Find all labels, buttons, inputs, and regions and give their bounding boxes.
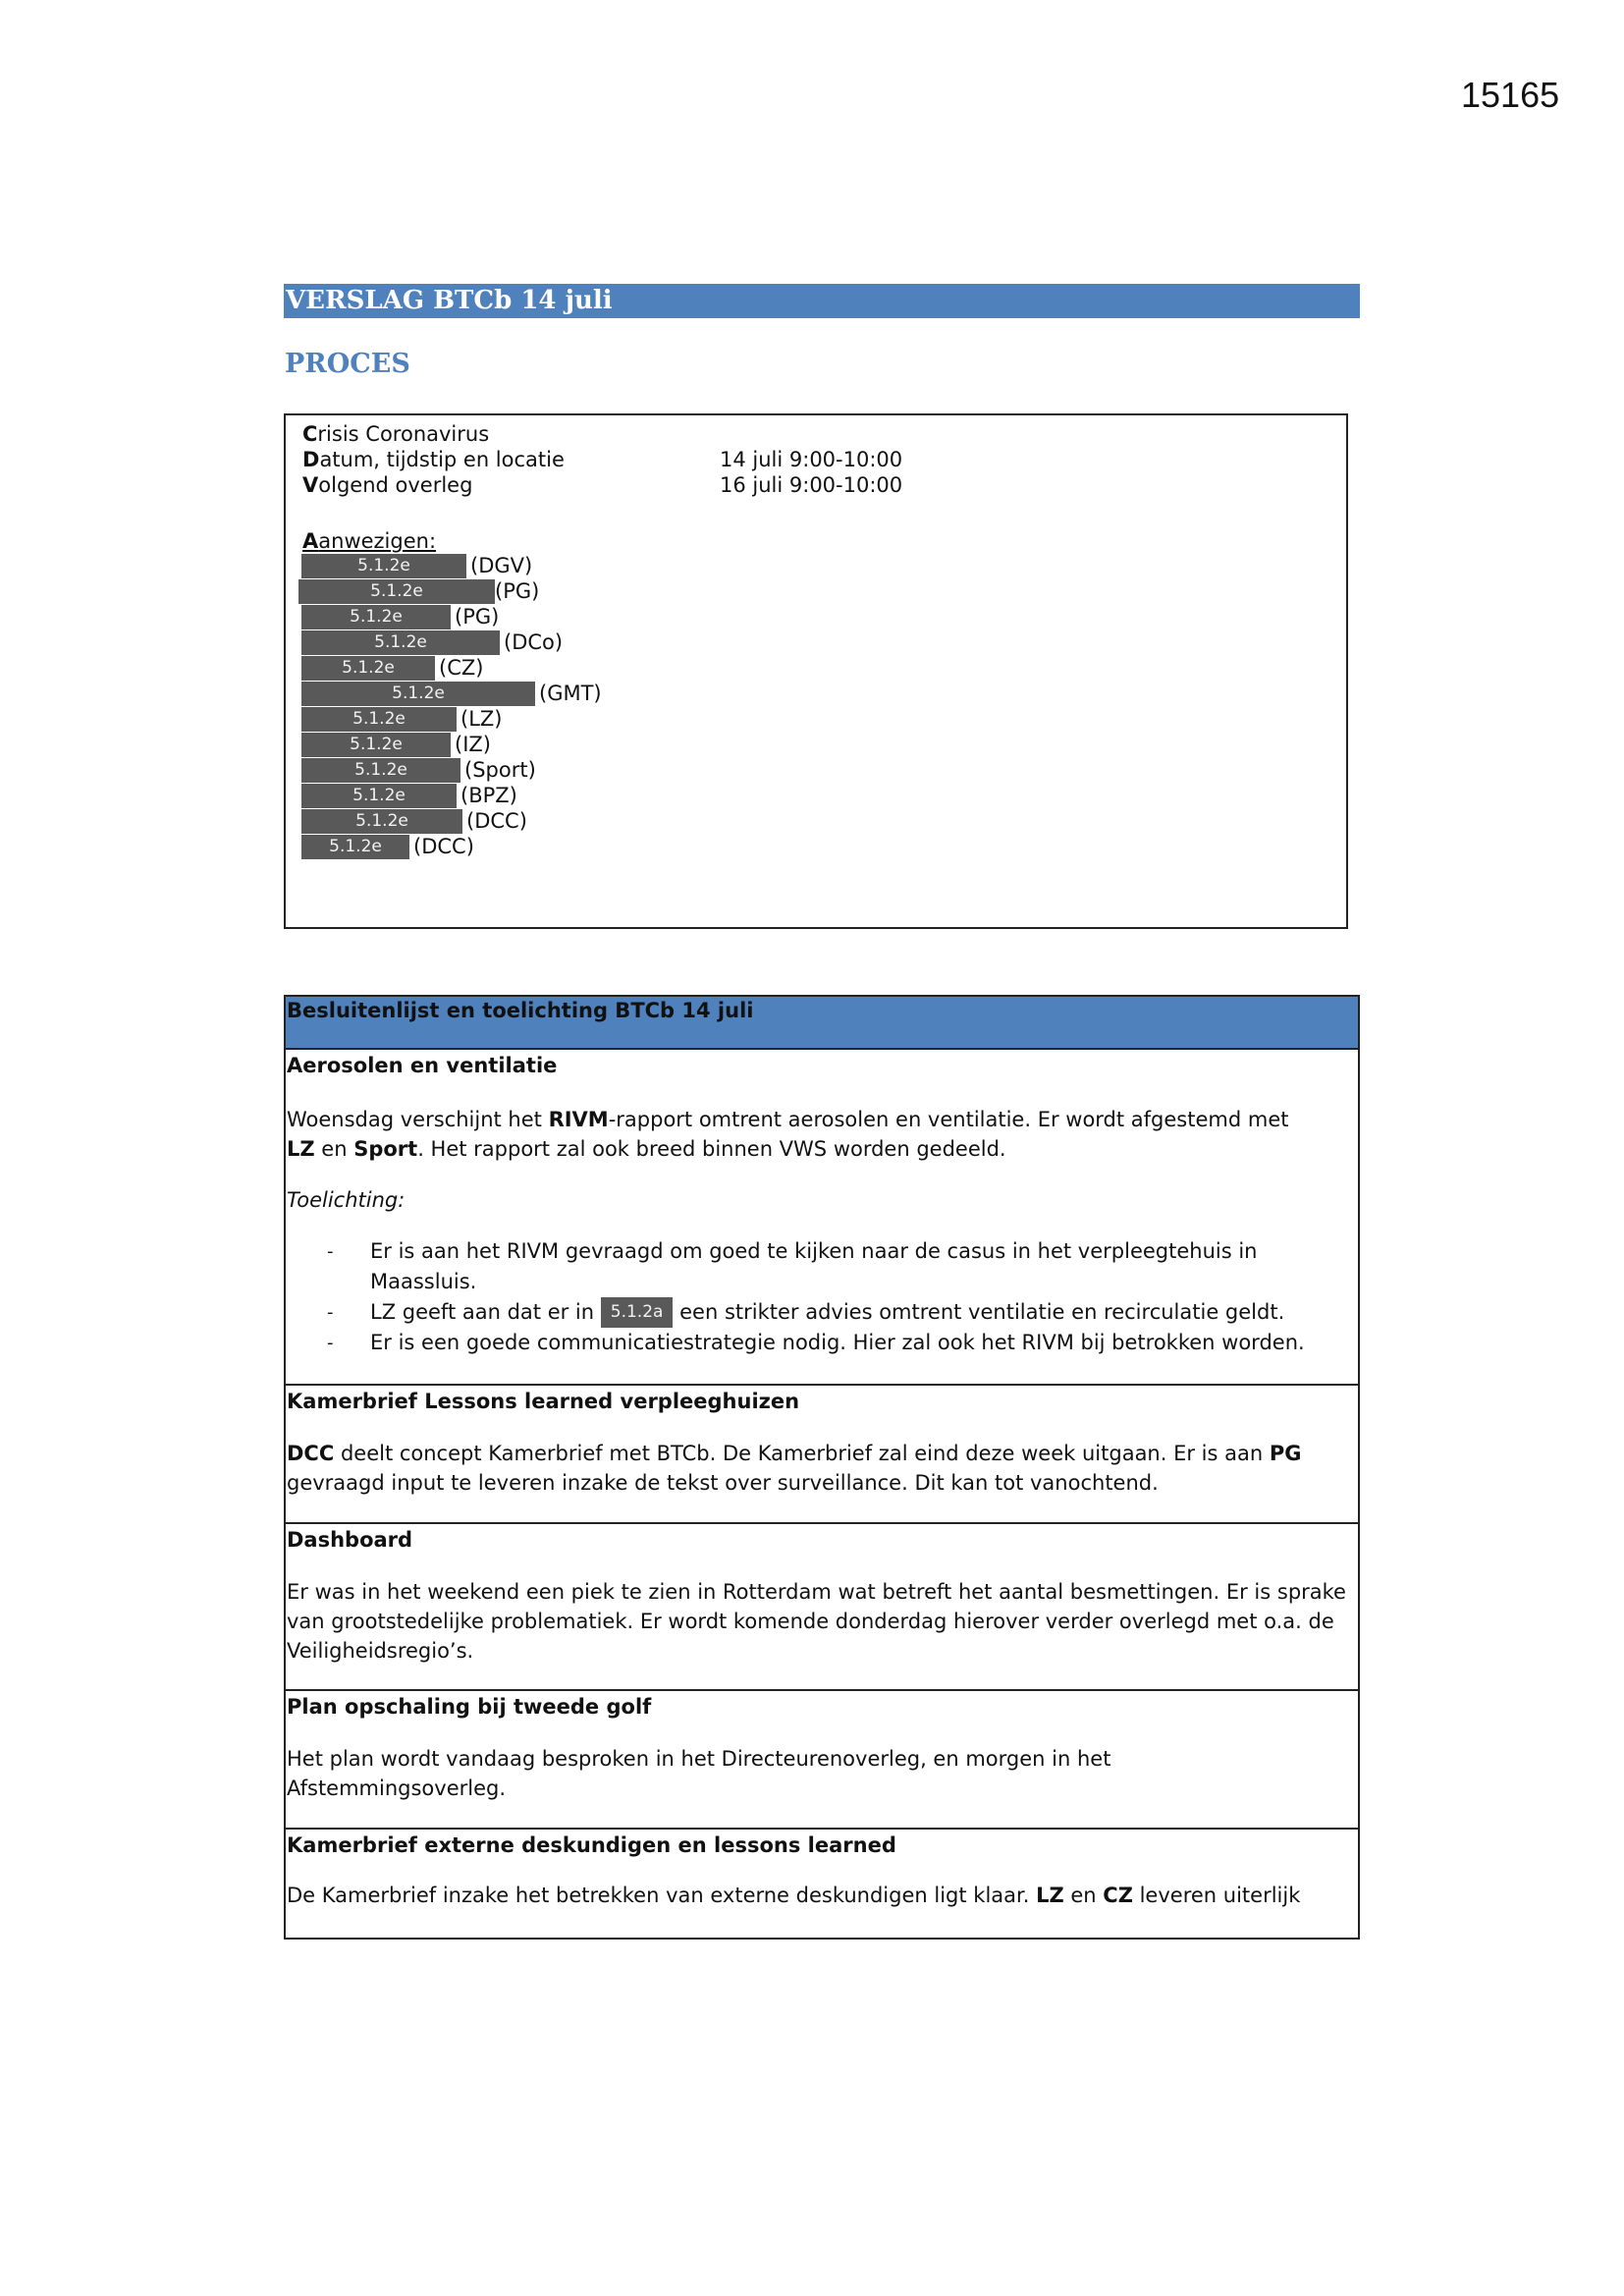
list-item: - Er is aan het RIVM gevraagd om goed te kijken naar de casus in het verpleegtehuis in Maassluis. bbox=[327, 1239, 1258, 1293]
decision-block-aerosolen bbox=[286, 1050, 1358, 1386]
decision-block-opschaling bbox=[286, 1691, 1358, 1830]
redaction-block: 5.1.2e bbox=[301, 758, 460, 783]
redaction-block: 5.1.2e bbox=[301, 835, 409, 859]
redaction-block: 5.1.2a bbox=[601, 1297, 674, 1328]
decisions-table bbox=[284, 995, 1360, 1940]
report-title-bar bbox=[284, 284, 1360, 318]
attendee-row: 5.1.2e (BPZ) bbox=[301, 784, 517, 808]
decision-text: Woensdag verschijnt het RIVM-rapport omtrent aerosolen en ventilatie. Er wordt afgestemd met LZ en Sport. Het rapport zal ook breed binnen VWS worden gedeeld. bbox=[287, 1108, 1289, 1161]
attendee-row: 5.1.2e (GMT) bbox=[301, 682, 602, 706]
toelichting-label: Toelichting: bbox=[287, 1188, 406, 1212]
attendee-row: 5.1.2e (IZ) bbox=[301, 733, 491, 757]
attendee-row: 5.1.2e (DCo) bbox=[301, 630, 563, 655]
decision-title: Plan opschaling bij tweede golf bbox=[287, 1695, 652, 1719]
redaction-block: 5.1.2e bbox=[301, 707, 457, 732]
proces-box bbox=[284, 413, 1348, 929]
redaction-block: 5.1.2e bbox=[301, 630, 500, 655]
attendee-row: 5.1.2e (DGV) bbox=[301, 554, 532, 578]
decision-title: Kamerbrief externe deskundigen en lessons learned bbox=[287, 1833, 896, 1857]
attendees-label: Aanwezigen: bbox=[302, 529, 437, 553]
decision-title: Dashboard bbox=[287, 1528, 413, 1552]
decision-block-dashboard bbox=[286, 1524, 1358, 1691]
proces-row-volgend: Volgend overleg bbox=[302, 473, 473, 497]
proces-row-crisis: Crisis Coronavirus bbox=[302, 422, 490, 446]
decision-text: Er was in het weekend een piek te zien in Rotterdam wat betreft het aantal besmettingen. Er is sprake van grootstedelijke problematiek. Er wordt komende donderdag hierover verder overlegd met o.a. de Veiligheidsregio’s. bbox=[287, 1580, 1346, 1663]
section-title-proces: PROCES bbox=[285, 349, 410, 379]
page-number: 15165 bbox=[1461, 75, 1560, 115]
redaction-block: 5.1.2e bbox=[301, 656, 435, 681]
list-item: - Er is een goede communicatiestrategie nodig. Hier zal ook het RIVM bij betrokken worden. bbox=[327, 1331, 1305, 1354]
attendee-row: 5.1.2e (LZ) bbox=[301, 707, 502, 732]
redaction-block: 5.1.2e bbox=[298, 579, 495, 604]
proces-value-datum: 14 juli 9:00-10:00 bbox=[720, 448, 903, 471]
decision-text: De Kamerbrief inzake het betrekken van externe deskundigen ligt klaar. LZ en CZ leveren uiterlijk bbox=[287, 1884, 1301, 1907]
redaction-block: 5.1.2e bbox=[301, 554, 466, 578]
attendee-row: 5.1.2e (PG) bbox=[301, 605, 499, 629]
decision-block-kamerbrief-lessons bbox=[286, 1386, 1358, 1524]
redaction-block: 5.1.2e bbox=[301, 784, 457, 808]
attendee-row: 5.1.2e (CZ) bbox=[301, 656, 483, 681]
list-item: - LZ geeft aan dat er in 5.1.2a een strikter advies omtrent ventilatie en recirculatie geldt. bbox=[286, 1297, 1358, 1328]
redaction-block: 5.1.2e bbox=[301, 733, 451, 757]
proces-value-volgend: 16 juli 9:00-10:00 bbox=[720, 473, 903, 497]
report-title: VERSLAG BTCb 14 juli bbox=[286, 286, 613, 315]
toelichting-list bbox=[286, 1236, 1358, 1358]
proces-row-datum: Datum, tijdstip en locatie bbox=[302, 448, 565, 471]
decisions-header-text: Besluitenlijst en toelichting BTCb 14 juli bbox=[287, 999, 754, 1022]
decision-text: DCC deelt concept Kamerbrief met BTCb. De Kamerbrief zal eind deze week uitgaan. Er is aan PG gevraagd input te leveren inzake de tekst over surveillance. Dit kan tot vanochtend. bbox=[287, 1442, 1302, 1495]
attendee-row: 5.1.2e (PG) bbox=[298, 579, 539, 604]
decision-block-kamerbrief-extern bbox=[286, 1830, 1358, 1940]
redaction-block: 5.1.2e bbox=[301, 605, 451, 629]
decision-title: Kamerbrief Lessons learned verpleeghuizen bbox=[287, 1390, 800, 1413]
attendee-row: 5.1.2e (DCC) bbox=[301, 809, 527, 834]
attendee-row: 5.1.2e (Sport) bbox=[301, 758, 536, 783]
redaction-block: 5.1.2e bbox=[301, 809, 462, 834]
decision-title: Aerosolen en ventilatie bbox=[287, 1054, 558, 1077]
decisions-header bbox=[286, 997, 1358, 1050]
redaction-block: 5.1.2e bbox=[301, 682, 535, 706]
decision-text: Het plan wordt vandaag besproken in het Directeurenoverleg, en morgen in het Afstemmingsoverleg. bbox=[287, 1747, 1111, 1800]
attendee-row: 5.1.2e (DCC) bbox=[301, 835, 474, 859]
